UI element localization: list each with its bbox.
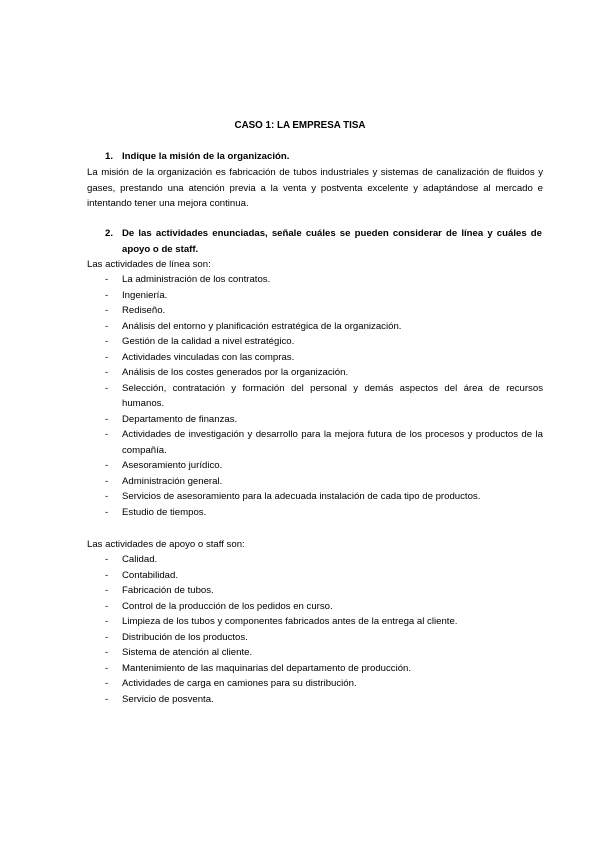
list-item-text: Contabilidad. [122,569,179,581]
list-dash: - [105,491,109,502]
list-item [87,568,543,584]
list-dash: - [105,382,109,394]
list-item-text: Actividades de carga en camiones para su distribución. [122,678,357,689]
list-item-text: Estudio de tiempos. [122,506,207,518]
list-dash: - [105,289,109,301]
staff-activities-intro: Las actividades de apoyo o staff son: [87,539,245,550]
list-item-text: Análisis del entorno y planificación estratégica de la organización. [122,320,402,332]
list-item-text: Administración general. [122,475,223,487]
list-item-text: Actividades vinculadas con las compras. [122,351,295,363]
list-dash: - [105,351,109,363]
list-item-text: La administración de los contratos. [122,274,271,285]
question-1-number: 1. [105,151,114,162]
list-item-text: Calidad. [122,554,158,565]
list-item [87,599,543,615]
list-item [87,692,543,708]
list-dash: - [105,429,109,440]
answer-1-paragraph: La misión de la organización es fabricación de tubos industriales y sistemas de canalización de fluidos y gases, prestando una atención previa a la venta y postventa excelente y adaptándose al mercado e intentando tener una mejora continua. [87,167,543,209]
list-item-text: Gestión de la calidad a nivel estratégico. [122,336,295,347]
list-dash: - [105,693,109,705]
question-2 [87,226,542,257]
line-activities-list [87,272,543,520]
list-item-text: Fabricación de tubos. [122,585,214,596]
list-item [87,303,543,319]
page-title: CASO 1: LA EMPRESA TISA [234,120,366,131]
question-1-text: Indique la misión de la organización. [122,151,290,162]
list-item-text: Limpieza de los tubos y componentes fabricados antes de la entrega al cliente. [122,616,458,627]
list-item-text: Análisis de los costes generados por la organización. [122,367,349,378]
list-dash: - [105,647,109,658]
list-dash: - [105,631,109,643]
list-item [87,319,543,335]
list-item-text: Sistema de atención al cliente. [122,647,253,658]
list-dash: - [105,320,109,332]
list-dash: - [105,367,109,378]
list-item [87,365,543,381]
list-dash: - [105,413,109,425]
list-item-text: Rediseño. [122,305,166,316]
list-dash: - [105,616,109,627]
list-item-text: Actividades de investigación y desarrollo para la mejora futura de los procesos y productos de la compañía. [122,429,543,456]
list-item [87,630,543,646]
list-item-text: Ingeniería. [122,289,168,301]
list-dash: - [105,678,109,689]
list-item [87,661,543,677]
list-item-text: Selección, contratación y formación del personal y demás aspectos del área de recursos humanos. [122,382,543,409]
list-item [87,474,543,490]
list-item-text: Mantenimiento de las maquinarias del departamento de producción. [122,662,412,674]
list-dash: - [105,305,109,316]
line-activities-intro: Las actividades de línea son: [87,259,211,270]
question-2-text: De las actividades enunciadas, señale cuáles se pueden considerar de línea y cuáles de apoyo o de staff. [122,228,542,255]
list-item [87,288,543,304]
list-item [87,645,543,661]
list-item [87,676,543,692]
list-dash: - [105,585,109,596]
question-2-number: 2. [105,228,114,239]
list-dash: - [105,506,109,518]
list-item [87,489,543,505]
list-item-text: Asesoramiento jurídico. [122,460,223,471]
question-1 [87,149,542,165]
list-dash: - [105,569,109,581]
list-item [87,272,543,288]
list-item [87,583,543,599]
list-dash: - [105,274,109,285]
list-dash: - [105,554,109,565]
list-item-text: Departamento de finanzas. [122,413,238,425]
list-dash: - [105,475,109,487]
list-item [87,350,543,366]
list-dash: - [105,662,109,674]
list-item [87,552,543,568]
list-item [87,458,543,474]
list-item [87,412,543,428]
list-dash: - [105,336,109,347]
list-dash: - [105,460,109,471]
list-item-text: Distribución de los productos. [122,631,248,643]
list-item [87,614,543,630]
list-item-text: Servicio de posventa. [122,693,214,705]
list-item [87,381,543,412]
list-item [87,427,543,458]
list-item-text: Servicios de asesoramiento para la adecuada instalación de cada tipo de productos. [122,491,481,502]
list-item [87,505,543,521]
list-item [87,334,543,350]
staff-activities-list [87,552,543,707]
list-item-text: Control de la producción de los pedidos en curso. [122,600,333,612]
list-dash: - [105,600,109,612]
